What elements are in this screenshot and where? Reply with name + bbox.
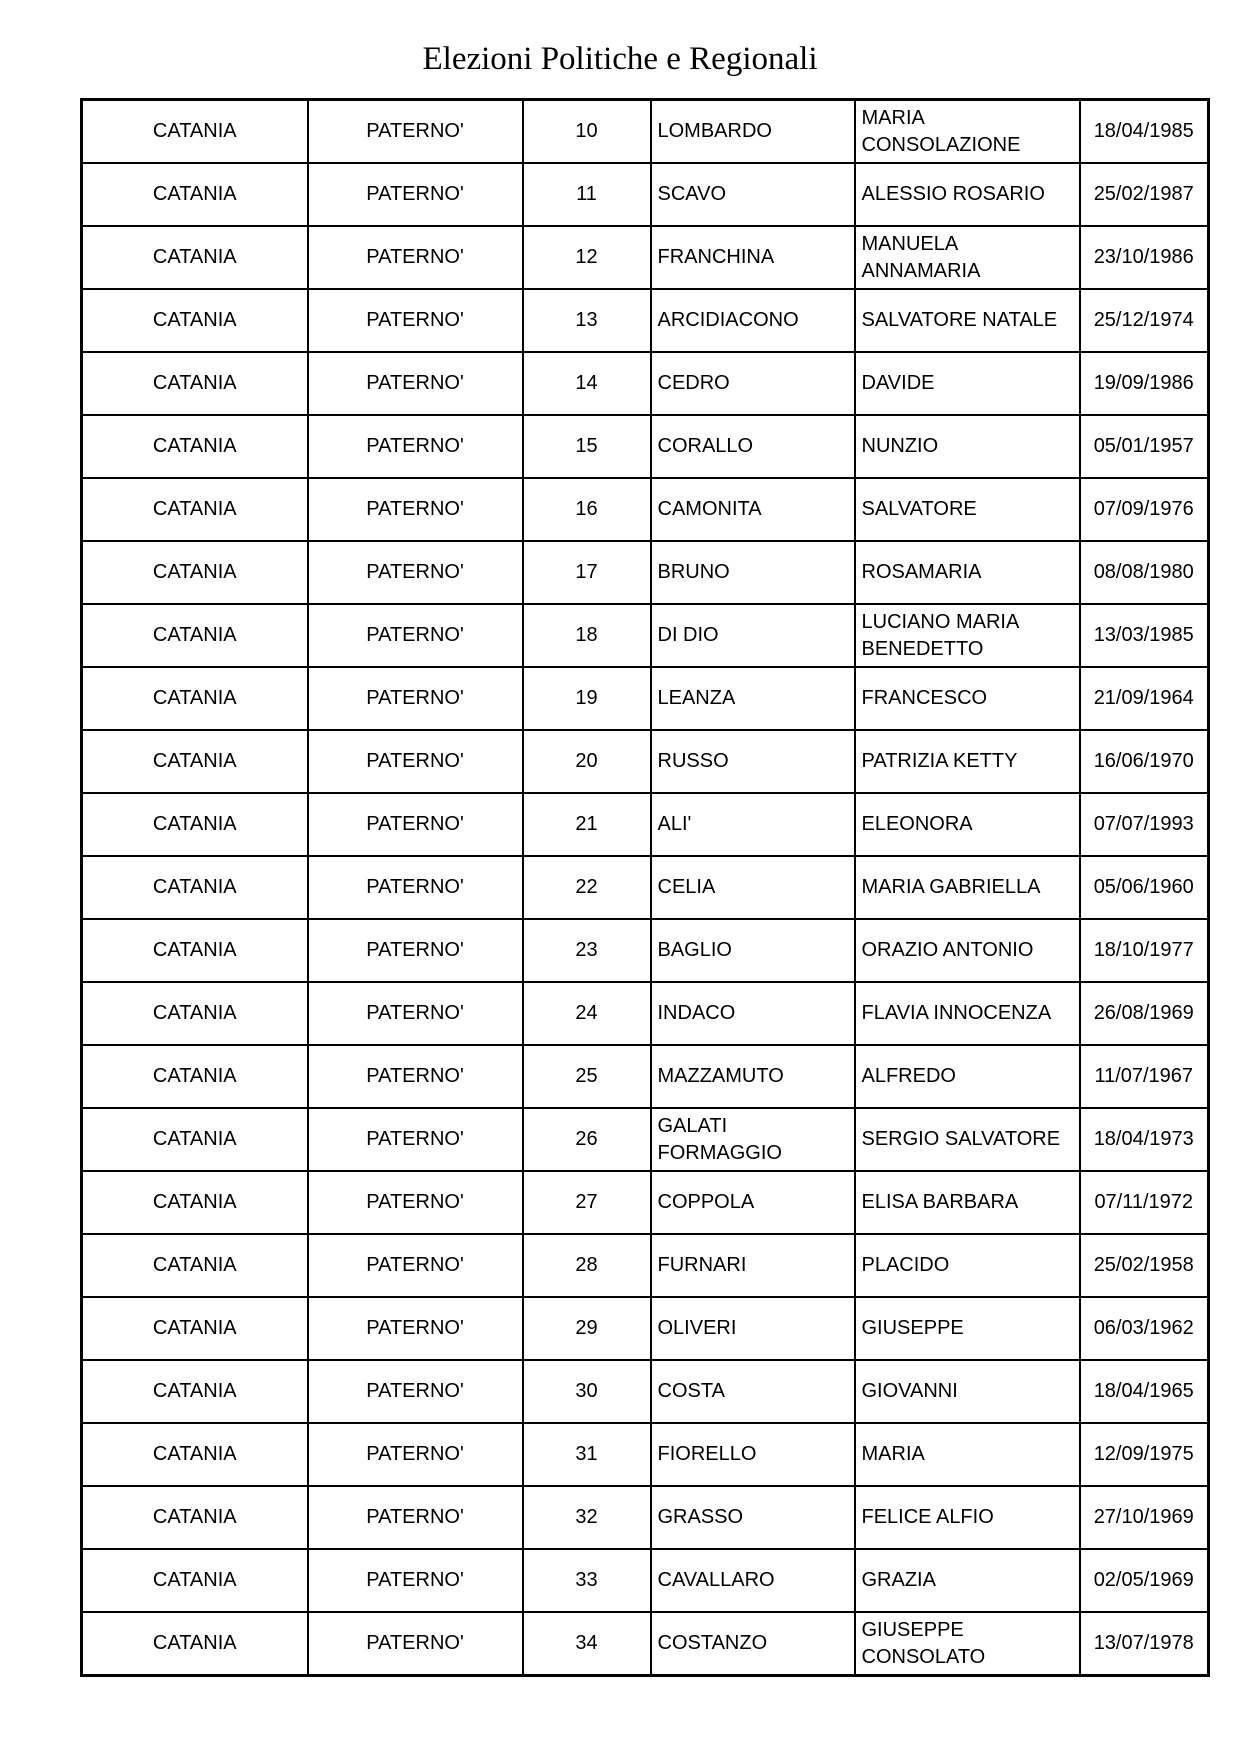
cell-nascita: 19/09/1986 [1080, 352, 1209, 415]
electors-table [80, 98, 1210, 1677]
cell-cognome: COSTA [651, 1360, 855, 1423]
cell-numero: 21 [523, 793, 651, 856]
cell-nome: GRAZIA [855, 1549, 1080, 1612]
table-row [82, 1423, 1209, 1486]
cell-provincia: CATANIA [82, 1423, 308, 1486]
cell-cognome: BRUNO [651, 541, 855, 604]
cell-numero: 23 [523, 919, 651, 982]
cell-nome: ALESSIO ROSARIO [855, 163, 1080, 226]
cell-cognome: COPPOLA [651, 1171, 855, 1234]
table-row [82, 856, 1209, 919]
cell-comune: PATERNO' [308, 1549, 523, 1612]
cell-nome: MARIA GABRIELLA [855, 856, 1080, 919]
cell-cognome: MAZZAMUTO [651, 1045, 855, 1108]
table-row [82, 793, 1209, 856]
cell-comune: PATERNO' [308, 541, 523, 604]
cell-numero: 33 [523, 1549, 651, 1612]
cell-cognome: DI DIO [651, 604, 855, 667]
cell-comune: PATERNO' [308, 1612, 523, 1676]
electors-table-body [82, 100, 1209, 1676]
cell-provincia: CATANIA [82, 289, 308, 352]
table-row [82, 1171, 1209, 1234]
cell-comune: PATERNO' [308, 1171, 523, 1234]
cell-comune: PATERNO' [308, 1423, 523, 1486]
cell-comune: PATERNO' [308, 352, 523, 415]
cell-provincia: CATANIA [82, 352, 308, 415]
cell-comune: PATERNO' [308, 415, 523, 478]
cell-comune: PATERNO' [308, 856, 523, 919]
cell-cognome: COSTANZO [651, 1612, 855, 1676]
cell-comune: PATERNO' [308, 793, 523, 856]
cell-nascita: 13/03/1985 [1080, 604, 1209, 667]
cell-cognome: LOMBARDO [651, 100, 855, 164]
cell-nascita: 13/07/1978 [1080, 1612, 1209, 1676]
cell-provincia: CATANIA [82, 100, 308, 164]
cell-numero: 30 [523, 1360, 651, 1423]
cell-numero: 20 [523, 730, 651, 793]
cell-provincia: CATANIA [82, 1612, 308, 1676]
cell-nascita: 02/05/1969 [1080, 1549, 1209, 1612]
cell-nascita: 08/08/1980 [1080, 541, 1209, 604]
cell-numero: 16 [523, 478, 651, 541]
cell-provincia: CATANIA [82, 793, 308, 856]
cell-nascita: 25/02/1987 [1080, 163, 1209, 226]
cell-comune: PATERNO' [308, 730, 523, 793]
cell-nascita: 07/07/1993 [1080, 793, 1209, 856]
cell-nome: GIUSEPPE [855, 1297, 1080, 1360]
cell-nome: MARIA CONSOLAZIONE [855, 100, 1080, 164]
cell-numero: 14 [523, 352, 651, 415]
cell-nome: LUCIANO MARIA BENEDETTO [855, 604, 1080, 667]
cell-provincia: CATANIA [82, 919, 308, 982]
table-row [82, 478, 1209, 541]
cell-nascita: 21/09/1964 [1080, 667, 1209, 730]
cell-nascita: 12/09/1975 [1080, 1423, 1209, 1486]
cell-nascita: 05/06/1960 [1080, 856, 1209, 919]
cell-nome: GIUSEPPE CONSOLATO [855, 1612, 1080, 1676]
table-row [82, 1297, 1209, 1360]
cell-provincia: CATANIA [82, 730, 308, 793]
cell-numero: 26 [523, 1108, 651, 1171]
cell-nome: MARIA [855, 1423, 1080, 1486]
cell-nascita: 18/10/1977 [1080, 919, 1209, 982]
cell-numero: 24 [523, 982, 651, 1045]
cell-nascita: 18/04/1973 [1080, 1108, 1209, 1171]
cell-nome: PLACIDO [855, 1234, 1080, 1297]
cell-nome: NUNZIO [855, 415, 1080, 478]
cell-nome: GIOVANNI [855, 1360, 1080, 1423]
cell-cognome: ALI' [651, 793, 855, 856]
cell-provincia: CATANIA [82, 604, 308, 667]
cell-provincia: CATANIA [82, 982, 308, 1045]
cell-cognome: FIORELLO [651, 1423, 855, 1486]
cell-cognome: OLIVERI [651, 1297, 855, 1360]
cell-nascita: 05/01/1957 [1080, 415, 1209, 478]
cell-comune: PATERNO' [308, 1297, 523, 1360]
cell-comune: PATERNO' [308, 163, 523, 226]
cell-provincia: CATANIA [82, 1108, 308, 1171]
table-row [82, 415, 1209, 478]
table-row [82, 541, 1209, 604]
table-row [82, 667, 1209, 730]
cell-cognome: LEANZA [651, 667, 855, 730]
cell-nome: SALVATORE [855, 478, 1080, 541]
cell-comune: PATERNO' [308, 289, 523, 352]
cell-comune: PATERNO' [308, 982, 523, 1045]
table-row [82, 226, 1209, 289]
cell-cognome: FURNARI [651, 1234, 855, 1297]
cell-cognome: RUSSO [651, 730, 855, 793]
cell-nome: ORAZIO ANTONIO [855, 919, 1080, 982]
cell-nome: FLAVIA INNOCENZA [855, 982, 1080, 1045]
cell-comune: PATERNO' [308, 1108, 523, 1171]
cell-numero: 17 [523, 541, 651, 604]
cell-nome: ROSAMARIA [855, 541, 1080, 604]
cell-provincia: CATANIA [82, 1171, 308, 1234]
cell-cognome: CORALLO [651, 415, 855, 478]
cell-nascita: 26/08/1969 [1080, 982, 1209, 1045]
cell-comune: PATERNO' [308, 919, 523, 982]
cell-numero: 11 [523, 163, 651, 226]
cell-comune: PATERNO' [308, 1045, 523, 1108]
table-row [82, 1612, 1209, 1676]
cell-nascita: 25/02/1958 [1080, 1234, 1209, 1297]
cell-provincia: CATANIA [82, 226, 308, 289]
cell-numero: 25 [523, 1045, 651, 1108]
table-row [82, 1549, 1209, 1612]
cell-numero: 22 [523, 856, 651, 919]
cell-nome: ELISA BARBARA [855, 1171, 1080, 1234]
cell-numero: 32 [523, 1486, 651, 1549]
cell-nome: ALFREDO [855, 1045, 1080, 1108]
table-row [82, 1045, 1209, 1108]
table-row [82, 100, 1209, 164]
page-title: Elezioni Politiche e Regionali [422, 41, 818, 77]
cell-numero: 28 [523, 1234, 651, 1297]
table-row [82, 352, 1209, 415]
cell-numero: 31 [523, 1423, 651, 1486]
cell-comune: PATERNO' [308, 478, 523, 541]
cell-provincia: CATANIA [82, 1234, 308, 1297]
cell-nascita: 11/07/1967 [1080, 1045, 1209, 1108]
cell-nascita: 06/03/1962 [1080, 1297, 1209, 1360]
cell-nome: FRANCESCO [855, 667, 1080, 730]
table-row [82, 1486, 1209, 1549]
cell-comune: PATERNO' [308, 604, 523, 667]
cell-nome: PATRIZIA KETTY [855, 730, 1080, 793]
cell-comune: PATERNO' [308, 667, 523, 730]
cell-provincia: CATANIA [82, 1360, 308, 1423]
cell-nome: SALVATORE NATALE [855, 289, 1080, 352]
cell-provincia: CATANIA [82, 163, 308, 226]
table-row [82, 1108, 1209, 1171]
cell-provincia: CATANIA [82, 541, 308, 604]
cell-provincia: CATANIA [82, 856, 308, 919]
cell-cognome: INDACO [651, 982, 855, 1045]
cell-comune: PATERNO' [308, 100, 523, 164]
cell-cognome: GRASSO [651, 1486, 855, 1549]
cell-cognome: GALATI FORMAGGIO [651, 1108, 855, 1171]
cell-comune: PATERNO' [308, 1486, 523, 1549]
cell-numero: 18 [523, 604, 651, 667]
cell-cognome: CAMONITA [651, 478, 855, 541]
cell-comune: PATERNO' [308, 1234, 523, 1297]
table-row [82, 730, 1209, 793]
cell-nome: FELICE ALFIO [855, 1486, 1080, 1549]
cell-nascita: 18/04/1965 [1080, 1360, 1209, 1423]
cell-nascita: 25/12/1974 [1080, 289, 1209, 352]
cell-provincia: CATANIA [82, 667, 308, 730]
cell-comune: PATERNO' [308, 1360, 523, 1423]
cell-cognome: CELIA [651, 856, 855, 919]
cell-numero: 15 [523, 415, 651, 478]
cell-nome: DAVIDE [855, 352, 1080, 415]
cell-nascita: 23/10/1986 [1080, 226, 1209, 289]
table-row [82, 1234, 1209, 1297]
cell-numero: 29 [523, 1297, 651, 1360]
cell-provincia: CATANIA [82, 1045, 308, 1108]
cell-numero: 19 [523, 667, 651, 730]
cell-numero: 34 [523, 1612, 651, 1676]
table-row [82, 982, 1209, 1045]
cell-provincia: CATANIA [82, 1486, 308, 1549]
cell-provincia: CATANIA [82, 415, 308, 478]
cell-nascita: 07/11/1972 [1080, 1171, 1209, 1234]
cell-nome: SERGIO SALVATORE [855, 1108, 1080, 1171]
cell-provincia: CATANIA [82, 478, 308, 541]
cell-nome: MANUELA ANNAMARIA [855, 226, 1080, 289]
cell-cognome: ARCIDIACONO [651, 289, 855, 352]
table-row [82, 919, 1209, 982]
table-row [82, 163, 1209, 226]
cell-nascita: 07/09/1976 [1080, 478, 1209, 541]
cell-comune: PATERNO' [308, 226, 523, 289]
cell-cognome: SCAVO [651, 163, 855, 226]
cell-provincia: CATANIA [82, 1549, 308, 1612]
cell-numero: 27 [523, 1171, 651, 1234]
cell-numero: 10 [523, 100, 651, 164]
cell-nascita: 18/04/1985 [1080, 100, 1209, 164]
cell-nascita: 16/06/1970 [1080, 730, 1209, 793]
cell-provincia: CATANIA [82, 1297, 308, 1360]
cell-cognome: BAGLIO [651, 919, 855, 982]
cell-nascita: 27/10/1969 [1080, 1486, 1209, 1549]
cell-numero: 13 [523, 289, 651, 352]
cell-cognome: CEDRO [651, 352, 855, 415]
table-row [82, 604, 1209, 667]
cell-cognome: CAVALLARO [651, 1549, 855, 1612]
table-row [82, 289, 1209, 352]
cell-cognome: FRANCHINA [651, 226, 855, 289]
cell-nome: ELEONORA [855, 793, 1080, 856]
cell-numero: 12 [523, 226, 651, 289]
table-row [82, 1360, 1209, 1423]
